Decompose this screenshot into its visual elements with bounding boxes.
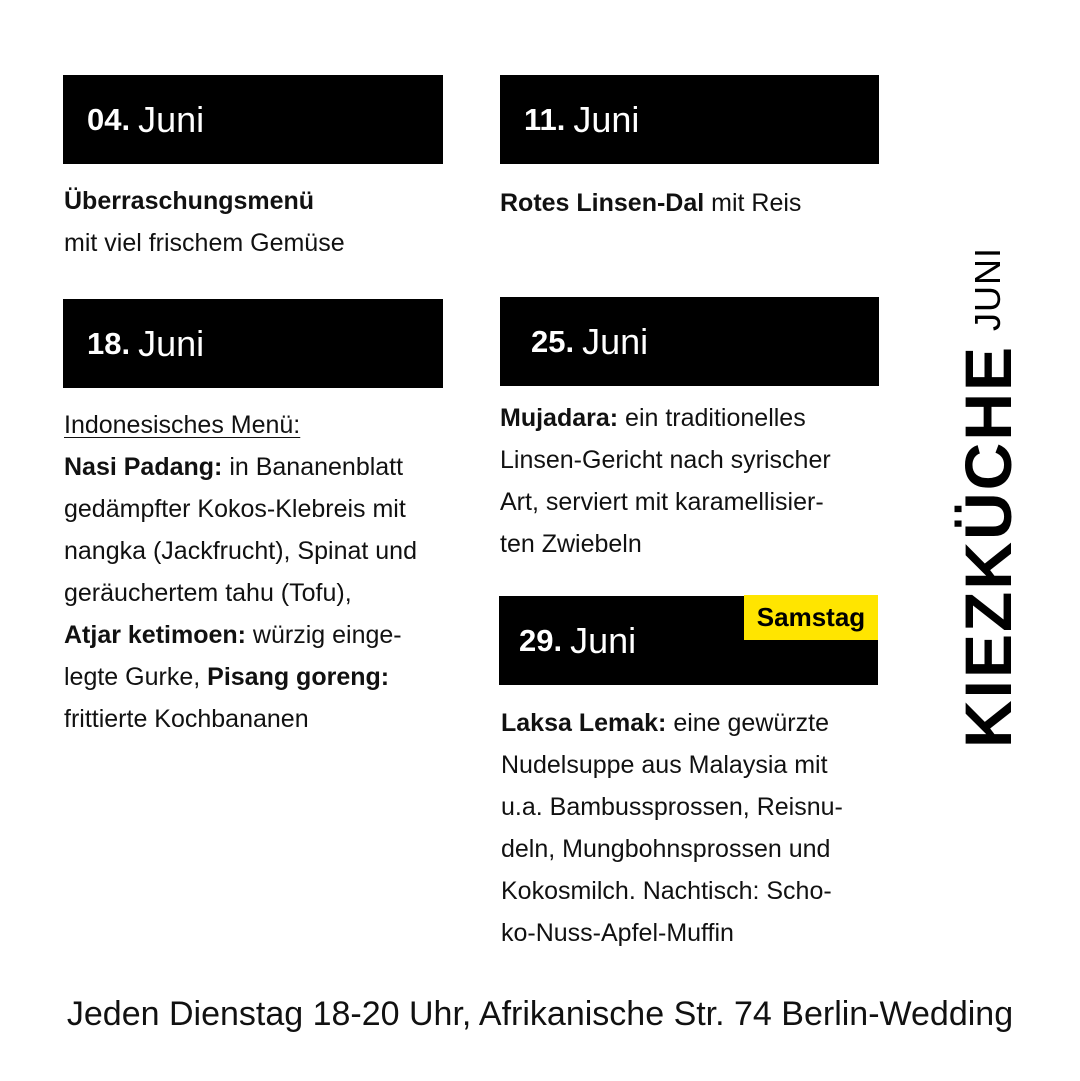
menu-line: Art, serviert mit karamellisier-: [500, 488, 824, 516]
title-month: JUNI: [967, 246, 1008, 331]
menu-line: Rotes Linsen-Dal mit Reis: [500, 189, 802, 217]
title-name: KIEZKÜCHE: [951, 344, 1025, 748]
menu-line: Nasi Padang: in Bananenblatt: [64, 453, 404, 481]
menu-description-25-juni: [500, 397, 831, 565]
date-month: Juni: [570, 619, 637, 661]
date-day: 11.: [524, 101, 566, 137]
date-header-11-juni: [500, 75, 879, 164]
menu-line: gedämpfter Kokos-Klebreis mit: [64, 495, 406, 523]
date-day: 25.: [531, 323, 575, 359]
menu-line: u.a. Bambussprossen, Reisnu-: [501, 793, 843, 821]
footer-schedule-address: Jeden Dienstag 18-20 Uhr, Afrikanische Str. 74 Berlin-Wedding: [66, 995, 1014, 1033]
menu-line: Laksa Lemak: eine gewürzte: [501, 709, 829, 737]
date-month: Juni: [573, 98, 640, 140]
menu-line: deln, Mungbohnsprossen und: [501, 835, 831, 863]
menu-line: Überraschungsmenü: [64, 187, 315, 215]
menu-line: frittierte Kochbananen: [64, 705, 309, 733]
date-month: Juni: [138, 322, 205, 364]
menu-line: ten Zwiebeln: [500, 530, 642, 558]
menu-line: Linsen-Gericht nach syrischer: [500, 446, 831, 474]
menu-line: Atjar ketimoen: würzig einge-: [64, 621, 402, 649]
menu-heading: Indonesisches Menü:: [64, 411, 301, 439]
menu-description-29-juni: [501, 702, 843, 954]
menu-line: mit viel frischem Gemüse: [64, 229, 345, 257]
date-day: 29.: [519, 622, 563, 658]
date-day: 18.: [87, 325, 131, 361]
menu-line: Nudelsuppe aus Malaysia mit: [501, 751, 828, 779]
menu-line: ko-Nuss-Apfel-Muffin: [501, 919, 734, 947]
date-header-25-juni: [500, 297, 879, 386]
menu-line: Kokosmilch. Nachtisch: Scho-: [501, 877, 832, 905]
menu-line: legte Gurke, Pisang goreng:: [64, 663, 390, 691]
date-header-04-juni: [63, 75, 443, 164]
date-month: Juni: [582, 320, 649, 362]
vertical-title: [932, 208, 1044, 748]
date-header-18-juni: [63, 299, 443, 388]
menu-line: geräuchertem tahu (Tofu),: [64, 579, 352, 607]
saturday-badge: Samstag: [744, 595, 878, 640]
menu-description-11-juni: [500, 182, 801, 224]
date-day: 04.: [87, 101, 131, 137]
date-month: Juni: [138, 98, 205, 140]
menu-description-04-juni: [64, 180, 345, 264]
menu-line: Mujadara: ein traditionelles: [500, 404, 806, 432]
menu-line: nangka (Jackfrucht), Spinat und: [64, 537, 417, 565]
menu-description-18-juni: [64, 404, 417, 740]
